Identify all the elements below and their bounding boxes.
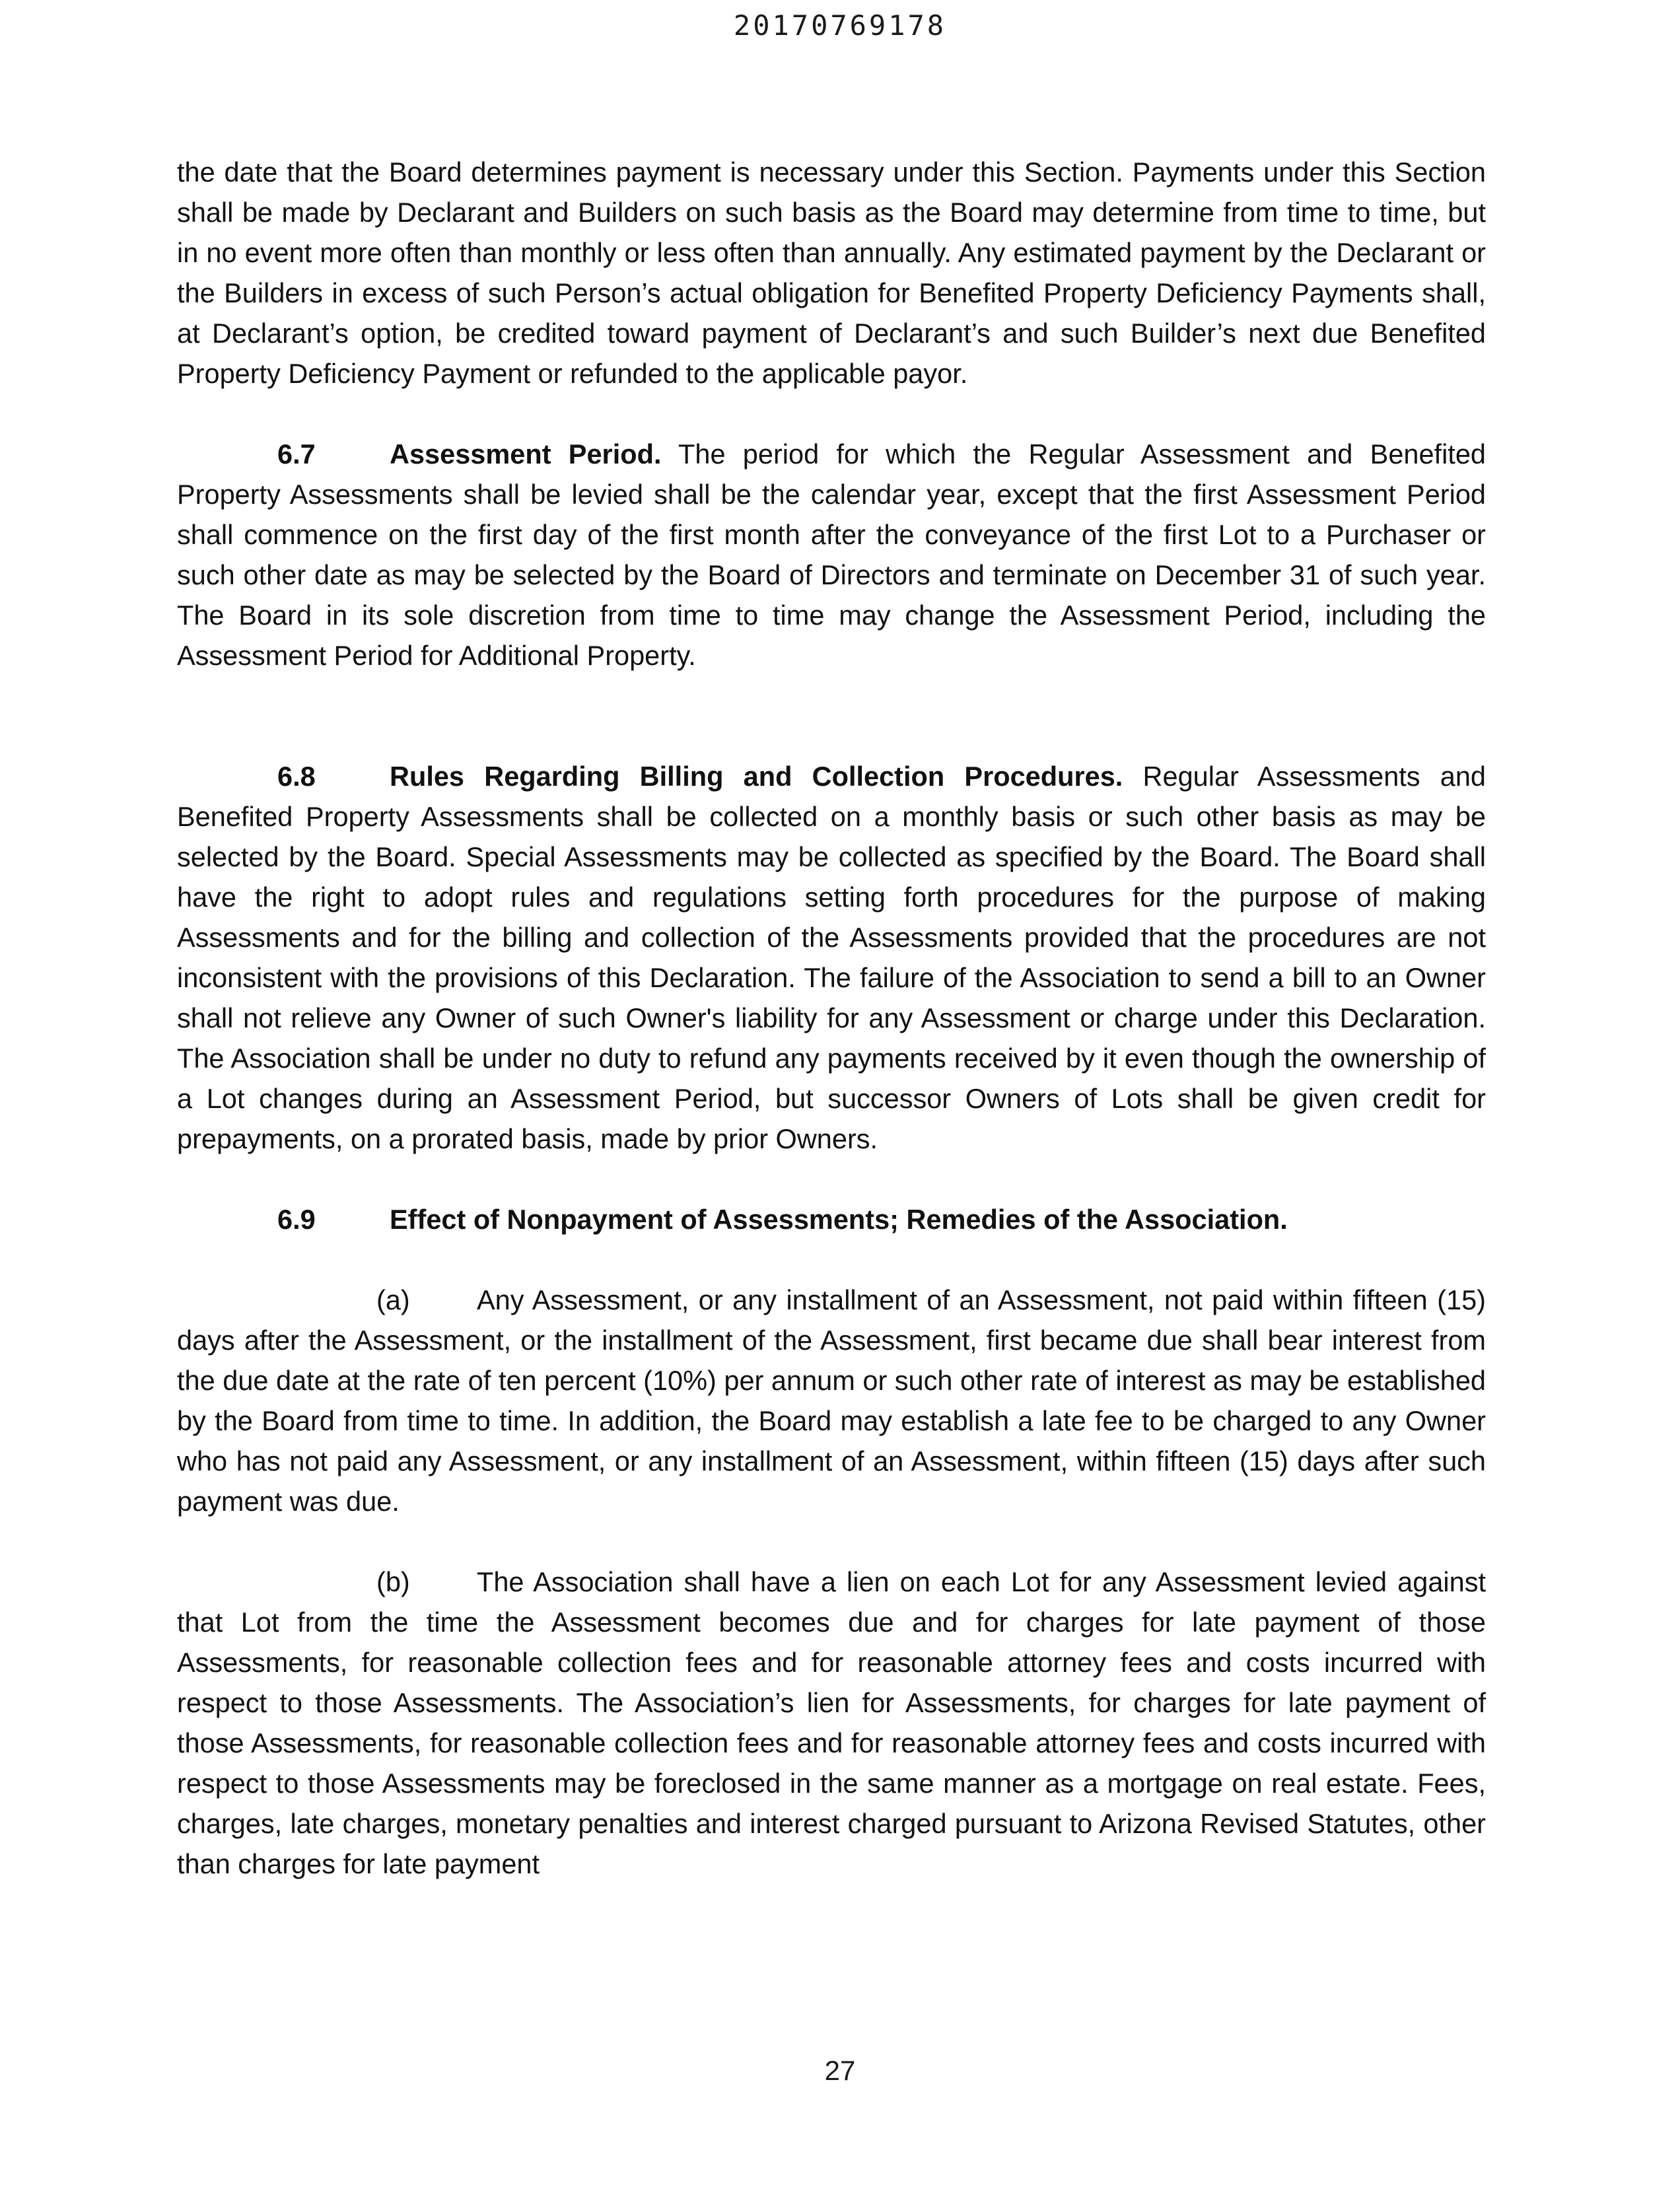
- section-text: Regular Assessments and Benefited Property Assessments shall be collected on a monthly basis or such other basis as may be selected by the Board. Special Assessments may be collected as specified by the Board. The Board shall have the right to adopt rules and regulations setting forth procedures for the purpose of making Assessments and for the billing and collection of the Assessments provided that the procedures are not inconsistent with the provisions of this Declaration. The failure of the Association to send a bill to an Owner shall not relieve any Owner of such Owner's liability for any Assessment or charge under this Declaration. The Association shall be under no duty to refund any payments received by it even though the ownership of a Lot changes during an Assessment Period, but successor Owners of Lots shall be given credit for prepayments, on a prorated basis, made by prior Owners.: [177, 761, 1486, 1154]
- subsection-6-9-b: [177, 1562, 1486, 1884]
- paragraph-spacer: [177, 1159, 1486, 1199]
- section-number: 6.7: [277, 438, 316, 469]
- section-number: 6.8: [277, 761, 316, 792]
- section-text: The period for which the Regular Assessment and Benefited Property Assessments shall be levied shall be the calendar year, except that the first Assessment Period shall commence on the first day of the first month after the conveyance of the first Lot to a Purchaser or such other date as may be selected by the Board of Directors and terminate on December 31 of such year. The Board in its sole discretion from time to time may change the Assessment Period, including the Assessment Period for Additional Property.: [177, 438, 1487, 671]
- section-6-9-heading: [177, 1199, 1486, 1239]
- page-number: 27: [824, 2055, 856, 2086]
- paragraph-spacer: [177, 1521, 1486, 1562]
- subsection-6-9-a: [177, 1280, 1486, 1521]
- section-title: Rules Regarding Billing and Collection Procedures.: [390, 761, 1123, 792]
- section-title: Assessment Period.: [390, 438, 662, 469]
- document-body: [177, 152, 1486, 1884]
- subsection-text: The Association shall have a lien on each Lot for any Assessment levied against that Lot from the time the Assessment becomes due and for charges for late payment of those Assessments, for reasonable collection fees and for reasonable attorney fees and costs incurred with respect to those Assessments. The Association’s lien for Assessments, for charges for late payment of those Assessments, for reasonable collection fees and for reasonable attorney fees and costs incurred with respect to those Assessments may be foreclosed in the same manner as a mortgage on real estate. Fees, charges, late charges, monetary penalties and interest charged pursuant to Arizona Revised Statutes, other than charges for late payment: [177, 1566, 1486, 1879]
- paragraph-spacer: [177, 676, 1486, 756]
- paragraph-spacer: [177, 1239, 1486, 1280]
- subsection-text: Any Assessment, or any installment of an Assessment, not paid within fifteen (15) days after the Assessment, or the installment of the Assessment, first became due shall bear interest from the due date at the rate of ten percent (10%) per annum or such other rate of interest as may be established by the Board from time to time. In addition, the Board may establish a late fee to be charged to any Owner who has not paid any Assessment, or any installment of an Assessment, within fifteen (15) days after such payment was due.: [177, 1284, 1486, 1517]
- section-number: 6.9: [277, 1204, 316, 1235]
- paragraph-spacer: [177, 394, 1486, 434]
- continuation-paragraph: the date that the Board determines payment is necessary under this Section. Payments under this Section shall be made by Declarant and Builders on such basis as the Board may determine from time to time, but in no event more often than monthly or less often than annually. Any estimated payment by the Declarant or the Builders in excess of such Person’s actual obligation for Benefited Property Deficiency Payments shall, at Declarant’s option, be credited toward payment of Declarant’s and such Builder’s next due Benefited Property Deficiency Payment or refunded to the applicable payor.: [177, 156, 1486, 389]
- subsection-label: (a): [376, 1284, 410, 1315]
- section-6-7: [177, 434, 1486, 676]
- section-6-8: [177, 756, 1486, 1159]
- document-number: 20170769178: [733, 9, 947, 42]
- section-title: Effect of Nonpayment of Assessments; Remedies of the Association.: [390, 1204, 1288, 1235]
- subsection-label: (b): [376, 1566, 410, 1597]
